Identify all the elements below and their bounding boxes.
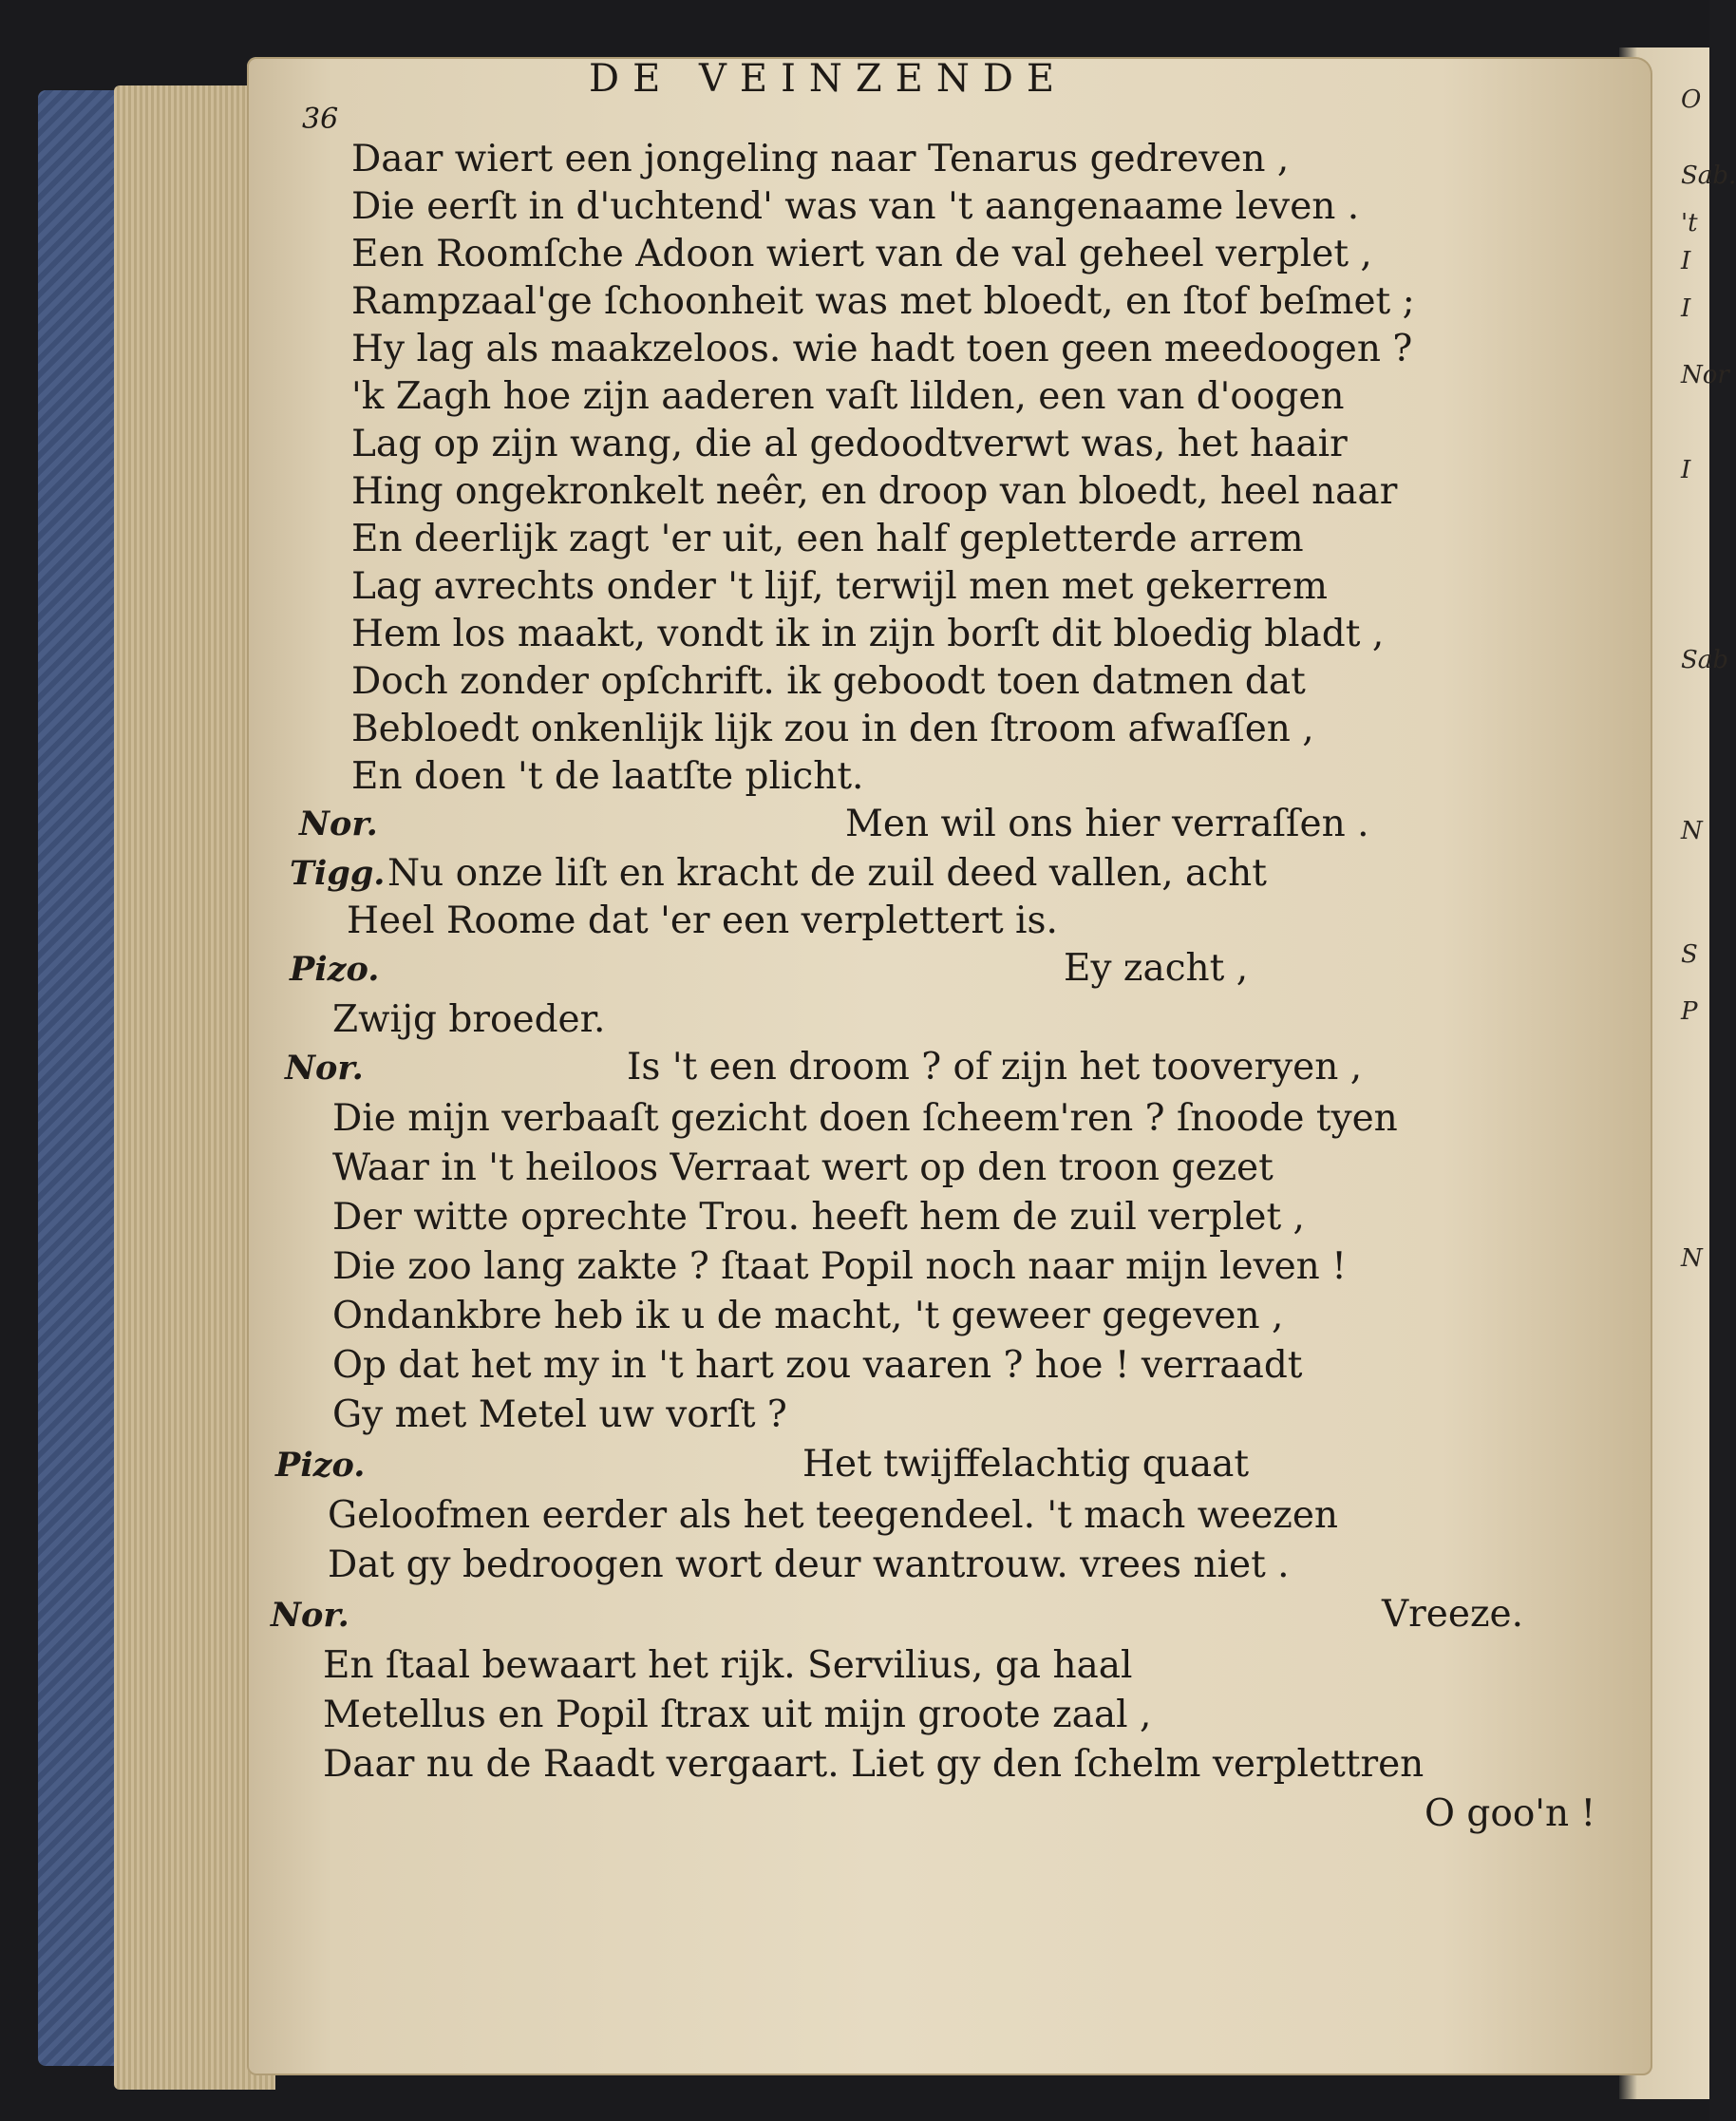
verse-line: Geloofmen eerder als het teegendeel. 't mach weezen <box>328 1494 1339 1537</box>
verse-line: Hem los maakt, vondt ik in zijn borſt dit bloedig bladt , <box>351 613 1385 655</box>
speaker-label: Pizo. <box>275 1446 366 1485</box>
verse-line: O goo'n ! <box>1425 1792 1596 1835</box>
speaker-label: Tigg. <box>290 854 386 893</box>
verse-line: Die eerſt in d'uchtend' was van 't aangenaame leven . <box>351 185 1360 228</box>
verse-line: Ondankbre heb ik u de macht, 't geweer gegeven , <box>332 1295 1284 1337</box>
facing-fragment: I <box>1681 456 1691 484</box>
facing-fragment: Sab. <box>1681 161 1736 190</box>
facing-fragment: P <box>1681 997 1698 1026</box>
facing-fragment: 't <box>1681 209 1698 237</box>
facing-fragment: I <box>1681 294 1691 323</box>
facing-fragment: N <box>1681 1244 1703 1273</box>
verse-line: Rampzaal'ge ſchoonheit was met bloedt, en ſtof beſmet ; <box>351 280 1415 323</box>
verse-line: Der witte oprechte Trou. heeft hem de zuil verplet , <box>332 1196 1305 1239</box>
verse-line: En doen 't de laatſte plicht. <box>351 755 864 798</box>
running-header: DE VEINZENDE <box>589 57 1068 101</box>
verse-line: Op dat het my in 't hart zou vaaren ? hoe ! verraadt <box>332 1344 1303 1387</box>
facing-fragment: I <box>1681 247 1691 275</box>
verse-line: Vreeze. <box>1382 1593 1523 1636</box>
verse-line: Hing ongekronkelt neêr, en droop van bloedt, heel naar <box>351 470 1398 513</box>
verse-line: Lag avrechts onder 't lijf, terwijl men met gekerrem <box>351 565 1328 608</box>
verse-line: Heel Roome dat 'er een verplettert is. <box>347 900 1058 942</box>
verse-line: En deerlijk zagt 'er uit, een half gepletterde arrem <box>351 518 1304 560</box>
verse-line: Lag op zijn wang, die al gedoodtverwt was, het haair <box>351 423 1348 465</box>
verse-line: Het twijffelachtig quaat <box>802 1443 1250 1486</box>
verse-line: Nu onze liſt en kracht de zuil deed vallen, acht <box>387 852 1267 895</box>
verse-line: Gy met Metel uw vorſt ? <box>332 1393 787 1436</box>
verse-line: Daar wiert een jongeling naar Tenarus gedreven , <box>351 138 1290 180</box>
verse-line: Is 't een droom ? of zijn het tooveryen , <box>627 1046 1363 1089</box>
facing-fragment: N <box>1681 817 1703 845</box>
verse-line: Metellus en Popil ſtrax uit mijn groote zaal , <box>323 1694 1152 1736</box>
speaker-label: Nor. <box>271 1596 349 1635</box>
speaker-label: Nor. <box>299 805 378 843</box>
verse-line: Een Roomſche Adoon wiert van de val geheel verplet , <box>351 233 1372 275</box>
facing-fragment: S <box>1681 940 1698 969</box>
facing-fragment: O <box>1681 85 1702 114</box>
verse-line: Doch zonder opſchrift. ik geboodt toen datmen dat <box>351 660 1306 703</box>
facing-fragment: Nor <box>1681 361 1729 389</box>
speaker-label: Nor. <box>285 1049 364 1088</box>
verse-line: Zwijg broeder. <box>332 998 606 1041</box>
verse-line: Hy lag als maakzeloos. wie hadt toen geen meedoogen ? <box>351 328 1413 370</box>
verse-line: Dat gy bedroogen wort deur wantrouw. vrees niet . <box>328 1543 1290 1586</box>
verse-line: Ey zacht , <box>1064 947 1249 990</box>
verse-line: Die mijn verbaaſt gezicht doen ſcheem'ren ? ſnoode tyen <box>332 1097 1398 1140</box>
verse-line: En ſtaal bewaart het rijk. Servilius, ga haal <box>323 1644 1133 1687</box>
page-number: 36 <box>302 103 339 136</box>
verse-line: Die zoo lang zakte ? ſtaat Popil noch naar mijn leven ! <box>332 1245 1347 1288</box>
facing-fragment: Sab <box>1681 646 1728 674</box>
verse-line: Waar in 't heiloos Verraat wert op den troon gezet <box>332 1146 1274 1189</box>
verse-line: Bebloedt onkenlijk lijk zou in den ſtroom afwaſſen , <box>351 708 1314 750</box>
verse-line: Daar nu de Raadt vergaart. Liet gy den ſchelm verplettren <box>323 1743 1425 1786</box>
speaker-label: Pizo. <box>290 950 380 989</box>
verse-line: Men wil ons hier verraſſen . <box>845 803 1369 845</box>
verse-line: 'k Zagh hoe zijn aaderen vaſt lilden, een van d'oogen <box>351 375 1345 418</box>
